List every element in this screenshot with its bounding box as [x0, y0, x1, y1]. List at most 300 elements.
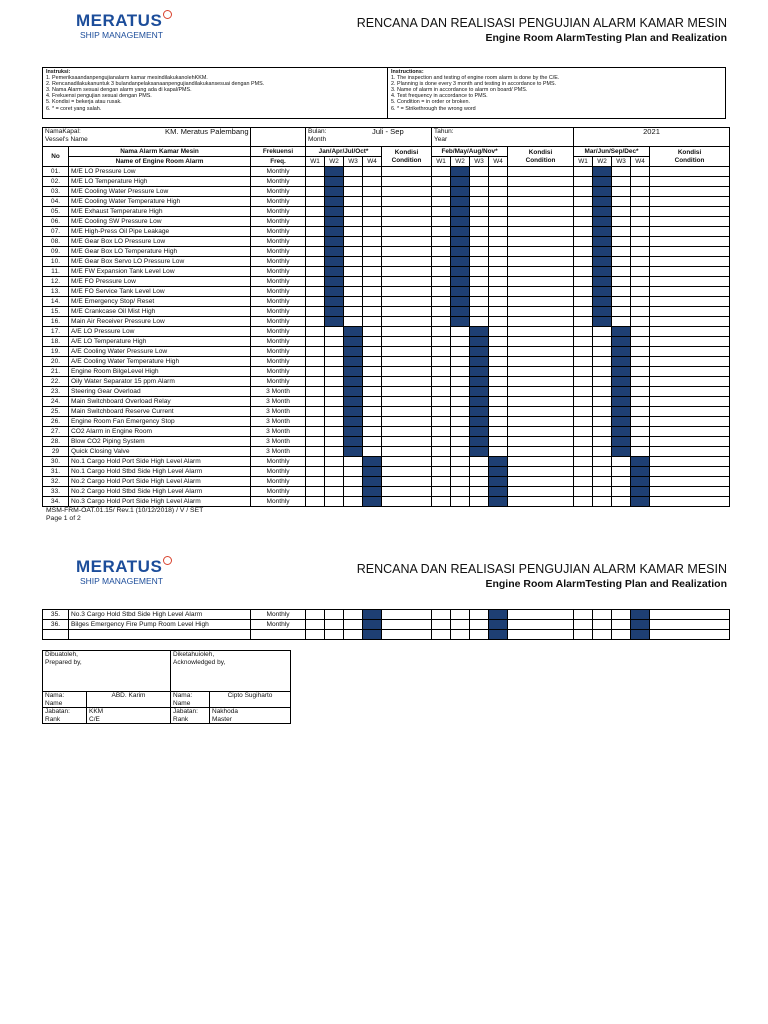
condition-cell: [650, 277, 730, 287]
condition-cell: [650, 387, 730, 397]
condition-cell: [382, 427, 432, 437]
table-row: [43, 357, 730, 367]
condition-cell: [382, 630, 432, 640]
cond-label-id: Kondisi: [394, 148, 419, 156]
week-cell: [470, 227, 489, 237]
week-cell: [470, 467, 489, 477]
week-cell: [344, 477, 363, 487]
condition-cell: [508, 610, 574, 620]
week-cell: [363, 377, 382, 387]
week-cell: [363, 620, 382, 630]
alarm-frequency: Monthly: [251, 347, 306, 357]
week-cell: [432, 227, 451, 237]
alarm-frequency: Monthly: [251, 377, 306, 387]
week-cell: [631, 357, 650, 367]
condition-cell: [382, 277, 432, 287]
week-cell: [631, 417, 650, 427]
week-cell: [593, 307, 612, 317]
condition-cell: [650, 477, 730, 487]
alarm-number: 10.: [43, 257, 69, 267]
week-cell: [593, 197, 612, 207]
condition-cell: [650, 177, 730, 187]
week-cell: [631, 267, 650, 277]
alarm-number: 03.: [43, 187, 69, 197]
week-cell: [574, 620, 593, 630]
week-cell: [470, 267, 489, 277]
condition-cell: [508, 287, 574, 297]
week-cell: [363, 337, 382, 347]
alarm-number: 32.: [43, 477, 69, 487]
week-cell: [612, 417, 631, 427]
condition-cell: [508, 417, 574, 427]
condition-cell: [650, 630, 730, 640]
table-row: [43, 247, 730, 257]
table-row: [43, 407, 730, 417]
week-cell: [612, 197, 631, 207]
week-cell: [574, 257, 593, 267]
week-cell: [325, 630, 344, 640]
week-cell: [363, 447, 382, 457]
alarm-frequency: 3 Month: [251, 427, 306, 437]
vessel-info-row: [43, 128, 730, 147]
week-cell: [593, 177, 612, 187]
condition-cell: [508, 167, 574, 177]
alarm-frequency: Monthly: [251, 620, 306, 630]
condition-cell: [382, 347, 432, 357]
condition-cell: [508, 477, 574, 487]
alarm-number: 01.: [43, 167, 69, 177]
week-cell: [470, 257, 489, 267]
week-cell: [574, 187, 593, 197]
week-cell: [432, 187, 451, 197]
ack-label-en: Acknowledged by,: [173, 658, 226, 666]
alarm-number: 24.: [43, 397, 69, 407]
condition-cell: [382, 197, 432, 207]
condition-cell: [508, 317, 574, 327]
alarm-name: Engine Room Fan Emergency Stop: [69, 417, 251, 427]
condition-cell: [508, 487, 574, 497]
condition-cell: [650, 367, 730, 377]
week-cell: [470, 237, 489, 247]
week-cell: [451, 357, 470, 367]
week-cell: [432, 247, 451, 257]
year-value: 2021: [574, 128, 730, 147]
week-header: W2: [451, 157, 470, 167]
week-cell: [306, 257, 325, 267]
week-cell: [612, 610, 631, 620]
week-cell: [612, 227, 631, 237]
week-cell: [574, 417, 593, 427]
week-cell: [325, 237, 344, 247]
week-cell: [344, 447, 363, 457]
week-cell: [612, 427, 631, 437]
week-cell: [344, 257, 363, 267]
week-cell: [593, 207, 612, 217]
week-cell: [593, 257, 612, 267]
week-cell: [363, 467, 382, 477]
week-cell: [432, 207, 451, 217]
table-row: [43, 227, 730, 237]
alarm-frequency: 3 Month: [251, 407, 306, 417]
week-cell: [489, 267, 508, 277]
col-group2-header: Feb/May/Aug/Nov*: [432, 147, 508, 157]
week-cell: [470, 297, 489, 307]
week-cell: [470, 187, 489, 197]
week-cell: [325, 317, 344, 327]
week-cell: [612, 217, 631, 227]
week-cell: [489, 620, 508, 630]
week-cell: [489, 367, 508, 377]
alarm-name: No.2 Cargo Hold Port Side High Level Alarm: [69, 477, 251, 487]
table-row: [43, 397, 730, 407]
week-cell: [593, 437, 612, 447]
table-row: [43, 187, 730, 197]
week-cell: [612, 397, 631, 407]
alarm-name: M/E Emergency Stop/ Reset: [69, 297, 251, 307]
week-cell: [325, 387, 344, 397]
week-cell: [612, 437, 631, 447]
week-cell: [306, 397, 325, 407]
week-cell: [432, 307, 451, 317]
week-cell: [631, 427, 650, 437]
week-cell: [451, 367, 470, 377]
table-row: [43, 207, 730, 217]
alarm-frequency: Monthly: [251, 610, 306, 620]
week-cell: [325, 327, 344, 337]
week-cell: [593, 407, 612, 417]
week-cell: [325, 277, 344, 287]
logo-subtitle: SHIP MANAGEMENT: [80, 576, 163, 586]
ack-rank-cell: [210, 708, 291, 724]
week-cell: [612, 257, 631, 267]
alarm-number: 12.: [43, 277, 69, 287]
condition-cell: [650, 427, 730, 437]
week-cell: [612, 467, 631, 477]
week-cell: [344, 497, 363, 507]
alarm-number: 20.: [43, 357, 69, 367]
week-cell: [574, 447, 593, 457]
week-cell: [363, 257, 382, 267]
week-cell: [631, 277, 650, 287]
company-logo: [76, 12, 186, 40]
week-cell: [593, 217, 612, 227]
name-label-id: Nama:: [173, 692, 193, 699]
alarm-frequency: Monthly: [251, 237, 306, 247]
cond-label-id: Kondisi: [677, 148, 702, 156]
week-cell: [593, 357, 612, 367]
alarm-number: 26.: [43, 417, 69, 427]
table-row: [43, 477, 730, 487]
alarm-frequency: 3 Month: [251, 437, 306, 447]
week-cell: [489, 407, 508, 417]
week-cell: [612, 407, 631, 417]
week-cell: [612, 167, 631, 177]
condition-cell: [650, 610, 730, 620]
condition-cell: [508, 257, 574, 267]
week-cell: [432, 620, 451, 630]
table-row: [43, 427, 730, 437]
instructions-english: [388, 68, 725, 118]
alarm-name: No.1 Cargo Hold Stbd Side High Level Alarm: [69, 467, 251, 477]
condition-cell: [508, 307, 574, 317]
table-row: [43, 367, 730, 377]
week-cell: [306, 427, 325, 437]
week-cell: [612, 630, 631, 640]
week-cell: [363, 177, 382, 187]
alarm-number: 22.: [43, 377, 69, 387]
table-row: [43, 287, 730, 297]
alarm-name: Steering Gear Overload: [69, 387, 251, 397]
week-cell: [574, 347, 593, 357]
week-cell: [306, 357, 325, 367]
week-cell: [363, 437, 382, 447]
week-cell: [363, 307, 382, 317]
table-row: [43, 267, 730, 277]
week-cell: [631, 317, 650, 327]
title-english: Engine Room AlarmTesting Plan and Realization: [485, 578, 727, 590]
week-cell: [363, 407, 382, 417]
alarm-number: 13.: [43, 287, 69, 297]
week-cell: [470, 397, 489, 407]
instructions-title-en: Instructions:: [391, 69, 424, 75]
week-cell: [470, 347, 489, 357]
week-cell: [489, 377, 508, 387]
alarm-frequency: Monthly: [251, 217, 306, 227]
table-row: [43, 610, 730, 620]
week-cell: [593, 337, 612, 347]
logo-sun-icon: [163, 10, 172, 19]
week-cell: [451, 477, 470, 487]
week-cell: [489, 327, 508, 337]
table-row: [43, 337, 730, 347]
week-cell: [325, 487, 344, 497]
alarm-name: No.3 Cargo Hold Port Side High Level Alarm: [69, 497, 251, 507]
week-cell: [489, 610, 508, 620]
week-cell: [489, 287, 508, 297]
week-header: W1: [574, 157, 593, 167]
rank-label-en: Rank: [173, 715, 189, 723]
week-cell: [470, 247, 489, 257]
week-cell: [470, 427, 489, 437]
alarm-number: 08.: [43, 237, 69, 247]
alarm-frequency: Monthly: [251, 167, 306, 177]
rank-label-cell: [43, 708, 87, 724]
week-cell: [612, 377, 631, 387]
col-freq-header-en: Freq.: [251, 157, 306, 167]
condition-cell: [508, 467, 574, 477]
condition-cell: [650, 327, 730, 337]
week-cell: [432, 257, 451, 267]
condition-cell: [382, 207, 432, 217]
week-cell: [306, 467, 325, 477]
alarm-name: No.1 Cargo Hold Port Side High Level Alarm: [69, 457, 251, 467]
week-cell: [363, 417, 382, 427]
week-cell: [306, 437, 325, 447]
week-cell: [363, 267, 382, 277]
col-cond2-header: [508, 147, 574, 167]
week-header: W4: [489, 157, 508, 167]
alarm-number: 15.: [43, 307, 69, 317]
week-cell: [325, 267, 344, 277]
week-cell: [470, 287, 489, 297]
col-group3-header: Mar/Jun/Sep/Dec*: [574, 147, 650, 157]
week-cell: [612, 207, 631, 217]
week-cell: [344, 487, 363, 497]
week-cell: [325, 427, 344, 437]
week-cell: [363, 297, 382, 307]
week-cell: [612, 387, 631, 397]
week-cell: [363, 237, 382, 247]
alarm-name: A/E LO Temperature High: [69, 337, 251, 347]
week-cell: [451, 630, 470, 640]
table-row: [43, 167, 730, 177]
week-cell: [451, 407, 470, 417]
week-cell: [432, 630, 451, 640]
week-cell: [574, 407, 593, 417]
page-header: [0, 8, 768, 58]
week-cell: [612, 287, 631, 297]
week-cell: [631, 187, 650, 197]
week-cell: [432, 237, 451, 247]
week-cell: [306, 407, 325, 417]
week-cell: [306, 187, 325, 197]
week-cell: [451, 247, 470, 257]
vessel-label-en: Vessel's Name: [45, 136, 88, 143]
week-cell: [574, 427, 593, 437]
week-cell: [574, 467, 593, 477]
week-cell: [344, 237, 363, 247]
alarm-name: CO2 Alarm in Engine Room: [69, 427, 251, 437]
alarm-name: M/E Gear Box Servo LO Pressure Low: [69, 257, 251, 267]
condition-cell: [382, 297, 432, 307]
alarm-table: [42, 127, 730, 507]
week-cell: [612, 267, 631, 277]
alarm-name: M/E Exhaust Temperature High: [69, 207, 251, 217]
logo-sun-icon: [163, 556, 172, 565]
week-cell: [470, 217, 489, 227]
week-cell: [593, 267, 612, 277]
document-title: [357, 15, 727, 45]
alarm-frequency: Monthly: [251, 247, 306, 257]
week-cell: [574, 247, 593, 257]
condition-cell: [650, 307, 730, 317]
condition-cell: [382, 407, 432, 417]
alarm-name: M/E High-Press Oil Pipe Leakage: [69, 227, 251, 237]
table-row: [43, 327, 730, 337]
week-cell: [325, 307, 344, 317]
week-cell: [593, 277, 612, 287]
week-cell: [325, 207, 344, 217]
week-cell: [432, 407, 451, 417]
alarm-number: 34.: [43, 497, 69, 507]
week-cell: [489, 357, 508, 367]
table-row: [43, 377, 730, 387]
alarm-name: M/E Gear Box LO Pressure Low: [69, 237, 251, 247]
week-cell: [593, 427, 612, 437]
week-cell: [470, 437, 489, 447]
cond-label-id: Kondisi: [528, 148, 553, 156]
week-cell: [432, 287, 451, 297]
week-cell: [489, 477, 508, 487]
week-cell: [574, 177, 593, 187]
week-cell: [451, 217, 470, 227]
condition-cell: [650, 257, 730, 267]
vessel-name-cell: [43, 128, 251, 147]
week-cell: [325, 187, 344, 197]
condition-cell: [650, 297, 730, 307]
condition-cell: [382, 217, 432, 227]
alarm-name: Blow CO2 Piping System: [69, 437, 251, 447]
condition-cell: [508, 277, 574, 287]
condition-cell: [382, 257, 432, 267]
condition-cell: [382, 227, 432, 237]
week-cell: [306, 487, 325, 497]
alarm-number: 31.: [43, 467, 69, 477]
alarm-name: No.3 Cargo Hold Stbd Side High Level Alarm: [69, 610, 251, 620]
table-row: [43, 347, 730, 357]
logo-name: MERATUS: [76, 557, 163, 576]
week-cell: [574, 367, 593, 377]
instruction-item: 6. * = coret yang salah.: [46, 105, 102, 112]
week-cell: [344, 327, 363, 337]
week-header: W4: [363, 157, 382, 167]
alarm-frequency: Monthly: [251, 337, 306, 347]
table-row: [43, 257, 730, 267]
condition-cell: [508, 197, 574, 207]
condition-cell: [508, 207, 574, 217]
instruction-item: 2. Planning is done every 3 month and testing in accordance to PMS.: [391, 81, 557, 88]
week-cell: [470, 487, 489, 497]
alarm-number: 07.: [43, 227, 69, 237]
alarm-name: A/E Cooling Water Pressure Low: [69, 347, 251, 357]
week-cell: [306, 297, 325, 307]
week-cell: [631, 197, 650, 207]
week-cell: [344, 427, 363, 437]
week-cell: [432, 217, 451, 227]
condition-cell: [382, 487, 432, 497]
table-row: [43, 177, 730, 187]
week-cell: [344, 177, 363, 187]
week-cell: [574, 337, 593, 347]
condition-cell: [650, 457, 730, 467]
condition-cell: [508, 427, 574, 437]
week-cell: [306, 630, 325, 640]
week-cell: [489, 387, 508, 397]
week-cell: [631, 387, 650, 397]
week-cell: [432, 497, 451, 507]
condition-cell: [650, 447, 730, 457]
week-cell: [489, 487, 508, 497]
week-cell: [363, 477, 382, 487]
week-cell: [363, 197, 382, 207]
week-cell: [432, 387, 451, 397]
week-cell: [489, 337, 508, 347]
week-cell: [631, 477, 650, 487]
condition-cell: [508, 377, 574, 387]
alarm-number: 16.: [43, 317, 69, 327]
condition-cell: [508, 267, 574, 277]
alarm-name: M/E Crankcase Oil Mist High: [69, 307, 251, 317]
signature-table: [42, 650, 291, 724]
week-cell: [470, 620, 489, 630]
condition-cell: [508, 357, 574, 367]
week-cell: [325, 217, 344, 227]
week-cell: [344, 207, 363, 217]
week-cell: [325, 167, 344, 177]
week-cell: [306, 387, 325, 397]
week-cell: [631, 287, 650, 297]
alarm-name: Engine Room BilgeLevel High: [69, 367, 251, 377]
